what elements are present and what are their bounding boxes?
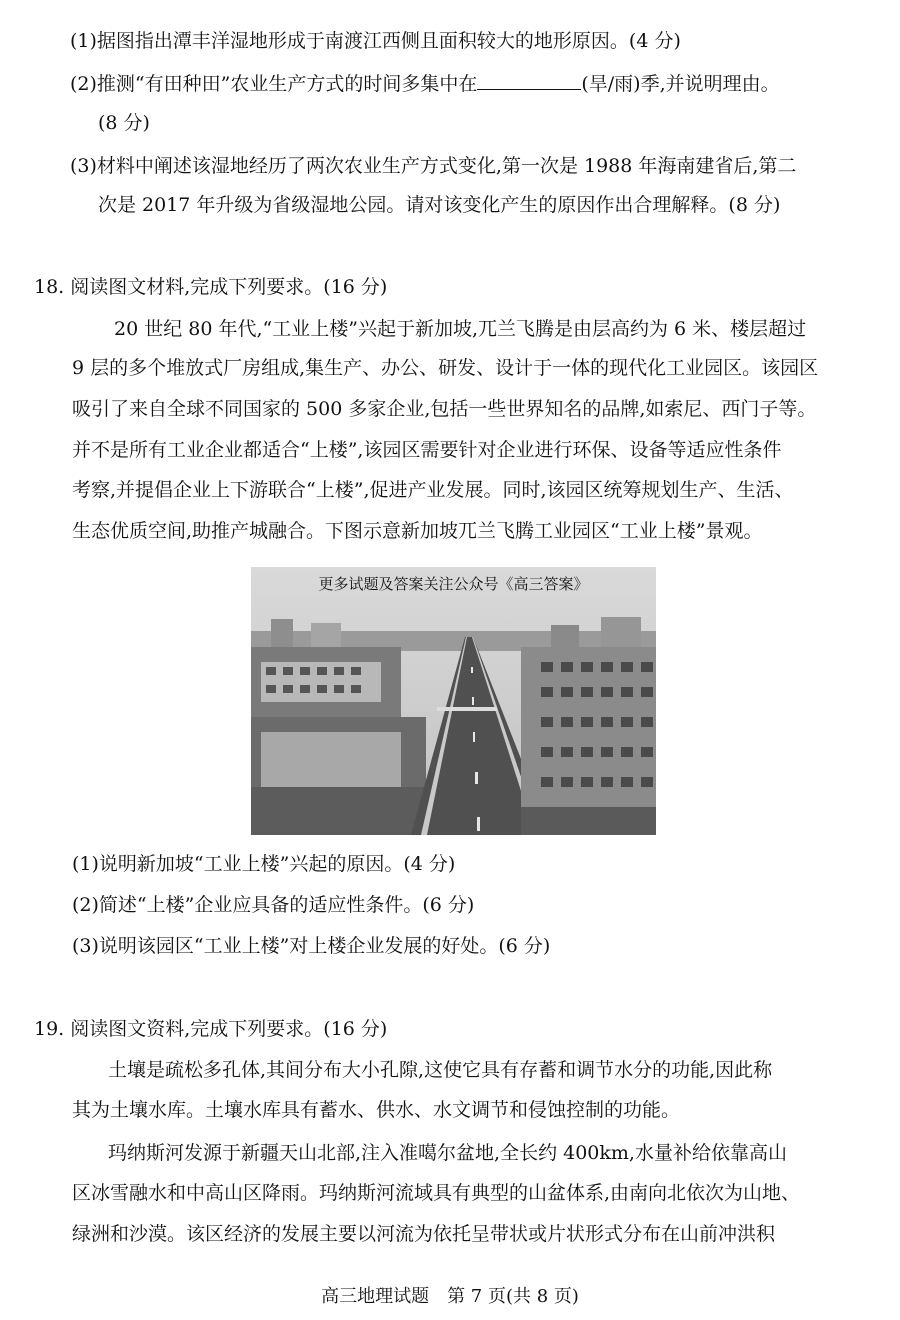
q17-sub2-cont: (8 分): [98, 112, 150, 134]
q19-para1-line-1: 土壤是疏松多孔体,其间分布大小孔隙,这使它具有存蓄和调节水分的功能,因此称: [108, 1059, 773, 1081]
q18-heading: 18. 阅读图文材料,完成下列要求。(16 分): [34, 276, 388, 298]
q17-sub2: [70, 71, 780, 97]
q18-sub1: (1)说明新加坡“工业上楼”兴起的原因。(4 分): [72, 853, 456, 875]
page-footer: 高三地理试题 第 7 页(共 8 页): [321, 1286, 579, 1307]
q19-para2-line-2: 区冰雪融水和中高山区降雨。玛纳斯河流域具有典型的山盆体系,由南向北依次为山地、: [72, 1182, 801, 1204]
q19-para1-line-2: 其为土壤水库。土壤水库具有蓄水、供水、水文调节和侵蚀控制的功能。: [72, 1099, 681, 1121]
q19-para2-line-3: 绿洲和沙漠。该区经济的发展主要以河流为依托呈带状或片状形式分布在山前冲洪积: [72, 1223, 776, 1245]
q18-para-line-6: 生态优质空间,助推产城融合。下图示意新加坡兀兰飞腾工业园区“工业上楼”景观。: [72, 520, 763, 542]
q18-sub3: (3)说明该园区“工业上楼”对上楼企业发展的好处。(6 分): [72, 935, 551, 957]
q17-sub2-before: (2)推测“有田种田”农业生产方式的时间多集中在: [70, 73, 478, 95]
q17-sub3-line1: (3)材料中阐述该湿地经历了两次农业生产方式变化,第一次是 1988 年海南建省后,第二: [70, 155, 797, 177]
q17-sub3-line2: 次是 2017 年升级为省级湿地公园。请对该变化产生的原因作出合理解释。(8 分): [98, 194, 781, 216]
q17-sub1: (1)据图指出潭丰洋湿地形成于南渡江西侧且面积较大的地形原因。(4 分): [70, 30, 681, 52]
industrial-park-photo: [251, 567, 656, 835]
q18-para-line-2: 9 层的多个堆放式厂房组成,集生产、办公、研发、设计于一体的现代化工业园区。该园区: [72, 357, 819, 379]
q19-para2-line-1: 玛纳斯河发源于新疆天山北部,注入准噶尔盆地,全长约 400km,水量补给依靠高山: [108, 1142, 787, 1164]
q17-sub2-after: (旱/雨)季,并说明理由。: [581, 73, 780, 95]
q18-para-line-3: 吸引了来自全球不同国家的 500 多家企业,包括一些世界知名的品牌,如索尼、西门子等。: [72, 398, 817, 420]
q18-para-line-5: 考察,并提倡企业上下游联合“上楼”,促进产业发展。同时,该园区统筹规划生产、生活、: [72, 479, 794, 501]
q18-sub2: (2)简述“上楼”企业应具备的适应性条件。(6 分): [72, 894, 475, 916]
photo-overlay-text: 更多试题及答案关注公众号《高三答案》: [318, 575, 589, 593]
q19-heading: 19. 阅读图文资料,完成下列要求。(16 分): [34, 1018, 388, 1040]
q18-para-line-1: 20 世纪 80 年代,“工业上楼”兴起于新加坡,兀兰飞腾是由层高约为 6 米、楼层超过: [114, 318, 807, 340]
photo-illustration: [251, 567, 656, 835]
q18-para-line-4: 并不是所有工业企业都适合“上楼”,该园区需要针对企业进行环保、设备等适应性条件: [72, 439, 782, 461]
answer-blank[interactable]: [477, 71, 581, 90]
